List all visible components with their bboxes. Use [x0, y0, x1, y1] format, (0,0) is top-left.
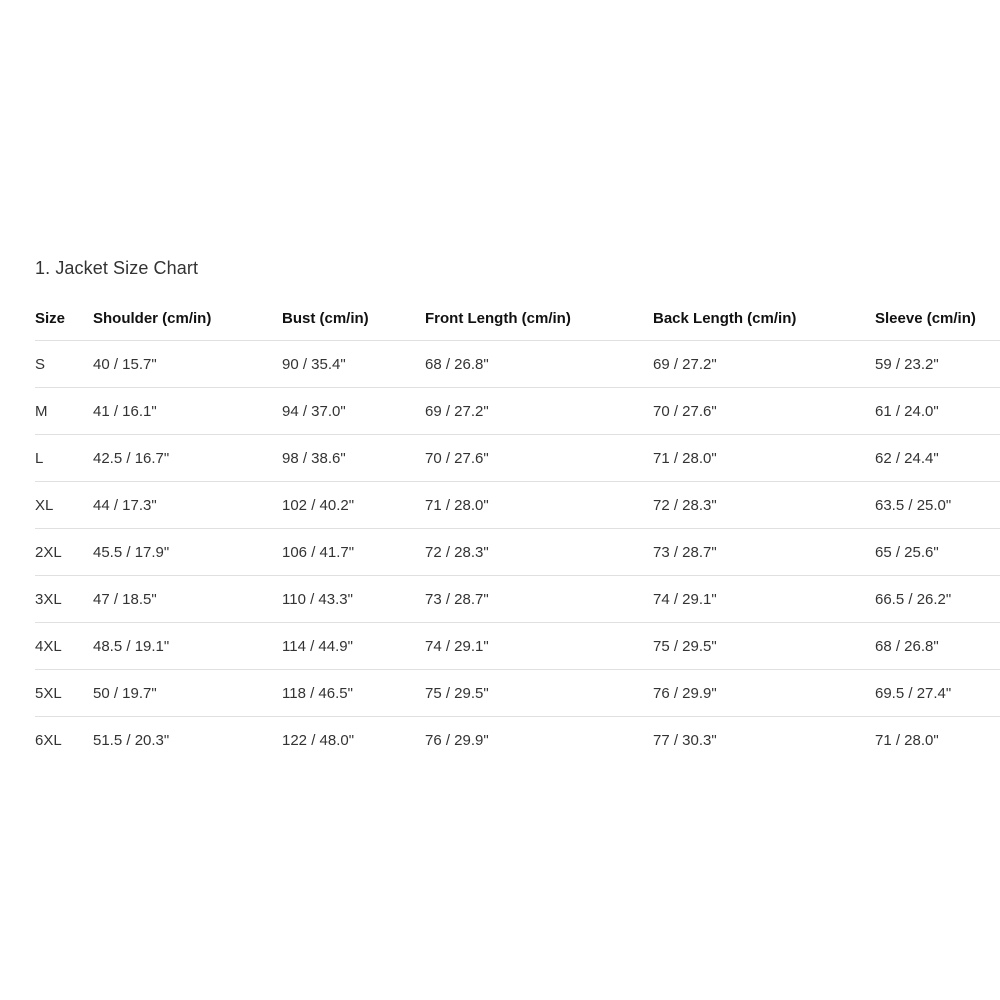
cell-back-length: 72 / 28.3": [653, 482, 875, 529]
cell-bust: 102 / 40.2": [282, 482, 425, 529]
cell-front-length: 75 / 29.5": [425, 670, 653, 717]
table-row-l: [35, 435, 1000, 482]
cell-sleeve: 71 / 28.0": [875, 731, 939, 749]
cell-back-length: 73 / 28.7": [653, 529, 875, 576]
cell-bust: 98 / 38.6": [282, 435, 425, 482]
cell-sleeve: 63.5 / 25.0": [875, 482, 1000, 529]
table-row-3xl: [35, 576, 1000, 623]
cell-shoulder: 40 / 15.7": [93, 341, 282, 388]
col-header-front-length: Front Length (cm/in): [425, 296, 653, 341]
cell-size: L: [35, 435, 93, 482]
cell-back-length: 70 / 27.6": [653, 388, 875, 435]
cell-shoulder: 45.5 / 17.9": [93, 529, 282, 576]
cell-size: 5XL: [35, 670, 93, 717]
cell-shoulder: 47 / 18.5": [93, 576, 282, 623]
cell-front-length: 71 / 28.0": [425, 482, 653, 529]
col-header-back-length: Back Length (cm/in): [653, 296, 875, 341]
cell-back-length: 69 / 27.2": [653, 341, 875, 388]
cell-front-length: 73 / 28.7": [425, 576, 653, 623]
cell-sleeve: 66.5 / 26.2": [875, 576, 1000, 623]
cell-front-length: 72 / 28.3": [425, 529, 653, 576]
col-header-sleeve: Sleeve (cm/in): [875, 296, 1000, 341]
section-title: 1. Jacket Size Chart: [35, 258, 199, 278]
cell-sleeve: 68 / 26.8": [875, 623, 1000, 670]
table-row-xl: [35, 482, 1000, 529]
cell-sleeve: 62 / 24.4": [875, 435, 1000, 482]
cell-shoulder: 41 / 16.1": [93, 388, 282, 435]
cell-size: 2XL: [35, 529, 93, 576]
cell-bust: 94 / 37.0": [282, 388, 425, 435]
cell-shoulder: 42.5 / 16.7": [93, 435, 282, 482]
cell-sleeve: 69.5 / 27.4": [875, 670, 1000, 717]
cell-back-length: 75 / 29.5": [653, 623, 875, 670]
cell-sleeve: 61 / 24.0": [875, 388, 1000, 435]
cell-front-length: 70 / 27.6": [425, 435, 653, 482]
cell-bust: 118 / 46.5": [282, 670, 425, 717]
table-row-s: [35, 341, 1000, 388]
cell-size: XL: [35, 482, 93, 529]
cell-bust: 122 / 48.0": [282, 731, 355, 749]
cell-size: 6XL: [35, 731, 62, 749]
cell-bust: 90 / 35.4": [282, 341, 425, 388]
cell-back-length: 74 / 29.1": [653, 576, 875, 623]
cell-bust: 106 / 41.7": [282, 529, 425, 576]
col-header-shoulder: Shoulder (cm/in): [93, 296, 282, 341]
table-header-row: [35, 296, 1000, 341]
cell-front-length: 69 / 27.2": [425, 388, 653, 435]
cell-front-length: 76 / 29.9": [425, 731, 489, 749]
col-header-bust: Bust (cm/in): [282, 296, 425, 341]
table-row-5xl: [35, 670, 1000, 717]
cell-back-length: 76 / 29.9": [653, 670, 875, 717]
cell-sleeve: 59 / 23.2": [875, 341, 1000, 388]
cell-shoulder: 51.5 / 20.3": [93, 731, 170, 749]
cell-back-length: 77 / 30.3": [653, 731, 717, 749]
jacket-size-chart-table: [35, 296, 1000, 763]
cell-shoulder: 48.5 / 19.1": [93, 623, 282, 670]
cell-front-length: 74 / 29.1": [425, 623, 653, 670]
cell-bust: 110 / 43.3": [282, 576, 425, 623]
cell-sleeve: 65 / 25.6": [875, 529, 1000, 576]
cell-size: 3XL: [35, 576, 93, 623]
table-row-4xl: [35, 623, 1000, 670]
cell-shoulder: 44 / 17.3": [93, 482, 282, 529]
cell-size: S: [35, 341, 93, 388]
table-row-2xl: [35, 529, 1000, 576]
col-header-size: Size: [35, 296, 93, 341]
cell-size: 4XL: [35, 623, 93, 670]
table-row-m: [35, 388, 1000, 435]
cell-bust: 114 / 44.9": [282, 623, 425, 670]
cell-back-length: 71 / 28.0": [653, 435, 875, 482]
cell-size: M: [35, 388, 93, 435]
table-row-6xl: [35, 717, 1000, 764]
cell-shoulder: 50 / 19.7": [93, 670, 282, 717]
cell-front-length: 68 / 26.8": [425, 341, 653, 388]
